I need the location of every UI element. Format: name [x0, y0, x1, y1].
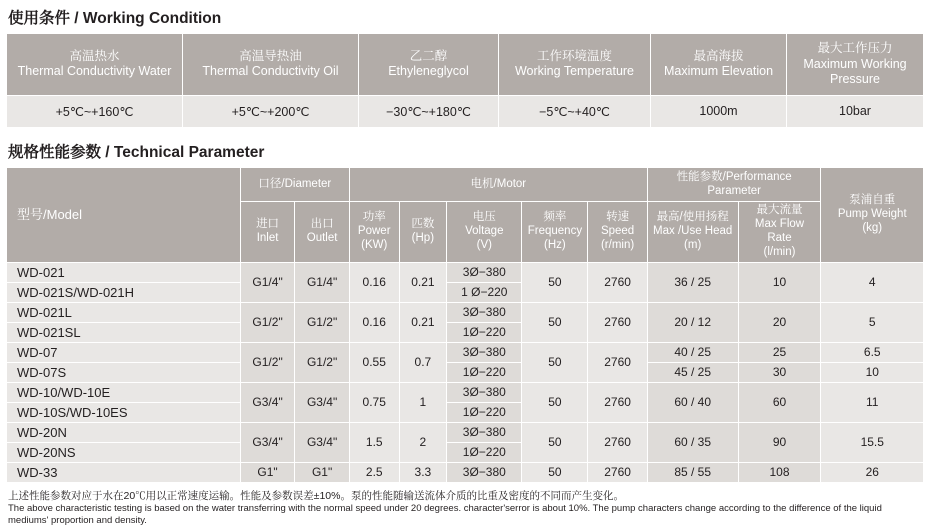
- wc-value: −30℃~+180℃: [359, 95, 499, 127]
- wc-col-header-en: Maximum Working Pressure: [803, 56, 907, 87]
- header-head-cn: 最高/使用扬程: [656, 211, 729, 224]
- cell-hp: 1: [399, 382, 447, 422]
- table-row: [7, 302, 924, 322]
- header-frequency: [522, 202, 588, 262]
- header-diameter-group: 口径/Diameter: [240, 167, 349, 202]
- header-head-en: Max /Use Head: [653, 225, 733, 238]
- cell-speed: 2760: [588, 422, 647, 462]
- working-condition-table: [6, 33, 924, 128]
- wc-col-header-cn: 最大工作压力: [817, 41, 893, 55]
- cell-inlet: G1/4": [240, 262, 295, 302]
- table-row: [7, 382, 924, 402]
- cell-hp: 0.21: [399, 262, 447, 302]
- cell-outlet: G1/2": [295, 302, 350, 342]
- cell-head: 36 / 25: [647, 262, 738, 302]
- cell-model: WD-07S: [7, 362, 241, 382]
- cell-voltage: 1Ø−220: [447, 442, 522, 462]
- cell-head: 45 / 25: [647, 362, 738, 382]
- cell-outlet: G3/4": [295, 422, 350, 462]
- table-row: [7, 462, 924, 482]
- header-model: 型号/Model: [7, 167, 241, 262]
- header-frequency-unit: (Hz): [544, 238, 566, 251]
- cell-model: WD-07: [7, 342, 241, 362]
- header-speed-unit: (r/min): [600, 238, 635, 251]
- cell-weight: 11: [821, 382, 924, 422]
- technical-parameter-table: [6, 167, 924, 483]
- wc-value: +5℃~+160℃: [7, 95, 183, 127]
- cell-power: 0.16: [349, 262, 399, 302]
- cell-weight: 5: [821, 302, 924, 342]
- header-frequency-en: Frequency: [527, 225, 583, 238]
- header-voltage: [447, 202, 522, 262]
- cell-frequency: 50: [522, 462, 588, 482]
- technical-parameter-title: 规格性能参数 / Technical Parameter: [8, 143, 265, 161]
- header-power-unit: (KW): [361, 238, 388, 251]
- cell-power: 1.5: [349, 422, 399, 462]
- cell-model: WD-20NS: [7, 442, 241, 462]
- header-voltage-cn: 电压: [472, 211, 496, 224]
- header-weight-en: Pump Weight: [837, 207, 907, 220]
- wc-col-header-en: Ethyleneglycol: [388, 64, 469, 79]
- cell-voltage: 1Ø−220: [447, 362, 522, 382]
- table-row: [7, 422, 924, 442]
- header-inlet: [240, 202, 295, 262]
- header-flow-cn: 最大流量: [756, 204, 803, 217]
- cell-hp: 3.3: [399, 462, 447, 482]
- header-power-en: Power: [357, 225, 391, 238]
- cell-voltage: 3Ø−380: [447, 262, 522, 282]
- header-flow-unit: (l/min): [763, 245, 796, 258]
- wc-value: 10bar: [787, 95, 924, 127]
- cell-outlet: G1/2": [295, 342, 350, 382]
- cell-model: WD-021SL: [7, 322, 241, 342]
- wc-col-header: [787, 34, 924, 96]
- cell-inlet: G1": [240, 462, 295, 482]
- cell-voltage: 3Ø−380: [447, 462, 522, 482]
- cell-voltage: 3Ø−380: [447, 302, 522, 322]
- header-hp-unit: (Hp): [411, 232, 435, 245]
- cell-frequency: 50: [522, 262, 588, 302]
- header-flow: [738, 202, 821, 262]
- cell-model: WD-10/WD-10E: [7, 382, 241, 402]
- table-row: [7, 262, 924, 282]
- wc-col-header-en: Thermal Conductivity Water: [17, 64, 172, 79]
- table-row: [7, 362, 924, 382]
- cell-power: 0.55: [349, 342, 399, 382]
- cell-flow: 60: [738, 382, 821, 422]
- header-hp: [399, 202, 447, 262]
- cell-head: 40 / 25: [647, 342, 738, 362]
- header-speed-en: Speed: [600, 225, 635, 238]
- cell-frequency: 50: [522, 422, 588, 462]
- cell-head: 60 / 35: [647, 422, 738, 462]
- header-voltage-unit: (V): [476, 238, 492, 251]
- cell-power: 0.16: [349, 302, 399, 342]
- header-head: [647, 202, 738, 262]
- cell-weight: 4: [821, 262, 924, 302]
- header-inlet-cn: 进口: [256, 218, 280, 231]
- wc-col-header: [359, 34, 499, 96]
- wc-col-header-en: Working Temperature: [514, 64, 635, 79]
- wc-col-header: [7, 34, 183, 96]
- cell-model: WD-021S/WD-021H: [7, 282, 241, 302]
- header-inlet-en: Inlet: [256, 232, 279, 245]
- cell-flow: 10: [738, 262, 821, 302]
- cell-speed: 2760: [588, 302, 647, 342]
- wc-col-header-cn: 工作环境温度: [536, 48, 612, 63]
- cell-voltage: 1Ø−220: [447, 322, 522, 342]
- wc-col-header-en: Thermal Conductivity Oil: [202, 64, 339, 79]
- cell-outlet: G1": [295, 462, 350, 482]
- cell-speed: 2760: [588, 342, 647, 382]
- cell-model: WD-021: [7, 262, 241, 282]
- cell-flow: 30: [738, 362, 821, 382]
- cell-voltage: 3Ø−380: [447, 422, 522, 442]
- cell-head: 85 / 55: [647, 462, 738, 482]
- wc-col-header-cn: 高温导热油: [239, 48, 302, 63]
- cell-hp: 0.7: [399, 342, 447, 382]
- cell-frequency: 50: [522, 342, 588, 382]
- header-power: [349, 202, 399, 262]
- wc-col-header-cn: 高温热水: [69, 48, 120, 63]
- table-row: [7, 342, 924, 362]
- wc-col-header: [651, 34, 787, 96]
- wc-value: −5℃~+40℃: [499, 95, 651, 127]
- cell-inlet: G3/4": [240, 382, 295, 422]
- cell-voltage: 3Ø−380: [447, 382, 522, 402]
- cell-inlet: G1/2": [240, 342, 295, 382]
- wc-value: +5℃~+200℃: [183, 95, 359, 127]
- header-outlet-en: Outlet: [306, 232, 338, 245]
- wc-col-header: [499, 34, 651, 96]
- table-header-group-row: [7, 167, 924, 202]
- footnote-en: The above characteristic testing is based on the water transferring with the normal speed under 20 degrees. character'serror is about 10%. The pump characters change according to the difference of the liquid mediums' proportion and density.: [8, 502, 882, 527]
- header-speed: [588, 202, 647, 262]
- cell-speed: 2760: [588, 462, 647, 482]
- cell-inlet: G3/4": [240, 422, 295, 462]
- cell-model: WD-10S/WD-10ES: [7, 402, 241, 422]
- header-head-unit: (m): [684, 238, 702, 251]
- table-row: [7, 95, 924, 127]
- cell-frequency: 50: [522, 302, 588, 342]
- cell-hp: 2: [399, 422, 447, 462]
- header-outlet-cn: 出口: [310, 218, 334, 231]
- cell-model: WD-20N: [7, 422, 241, 442]
- cell-outlet: G3/4": [295, 382, 350, 422]
- header-hp-cn: 匹数: [411, 218, 435, 231]
- cell-weight: 10: [821, 362, 924, 382]
- header-weight: [821, 167, 924, 262]
- cell-model: WD-021L: [7, 302, 241, 322]
- wc-col-header-en: Maximum Elevation: [663, 64, 774, 79]
- cell-voltage: 1Ø−220: [447, 402, 522, 422]
- wc-col-header-cn: 乙二醇: [409, 48, 448, 63]
- cell-model: WD-33: [7, 462, 241, 482]
- header-motor-group: 电机/Motor: [349, 167, 647, 202]
- wc-col-header-cn: 最高海拔: [693, 48, 744, 63]
- cell-weight: 6.5: [821, 342, 924, 362]
- cell-hp: 0.21: [399, 302, 447, 342]
- header-weight-cn: 泵浦自重: [849, 194, 896, 207]
- table-header-row: [7, 34, 924, 96]
- cell-head: 20 / 12: [647, 302, 738, 342]
- footnote: [6, 489, 924, 528]
- cell-voltage: 3Ø−380: [447, 342, 522, 362]
- working-condition-title: 使用条件 / Working Condition: [8, 10, 222, 27]
- cell-flow: 108: [738, 462, 821, 482]
- header-flow-en: Max Flow Rate: [754, 218, 805, 245]
- header-weight-unit: (kg): [862, 221, 883, 234]
- header-performance-group: 性能参数/Performance Parameter: [647, 167, 821, 202]
- cell-speed: 2760: [588, 262, 647, 302]
- header-frequency-cn: 频率: [543, 211, 567, 224]
- cell-flow: 20: [738, 302, 821, 342]
- header-speed-cn: 转速: [606, 211, 630, 224]
- header-voltage-en: Voltage: [465, 225, 504, 238]
- cell-inlet: G1/2": [240, 302, 295, 342]
- cell-outlet: G1/4": [295, 262, 350, 302]
- cell-speed: 2760: [588, 382, 647, 422]
- cell-flow: 25: [738, 342, 821, 362]
- cell-voltage: 1 Ø−220: [447, 282, 522, 302]
- footnote-cn: 上述性能参数对应于水在20℃用以正常速度运输。性能及参数误差±10%。泵的性能随输送流体介质的比重及密度的不同而产生变化。: [8, 489, 624, 502]
- cell-power: 2.5: [349, 462, 399, 482]
- cell-weight: 26: [821, 462, 924, 482]
- wc-col-header: [183, 34, 359, 96]
- header-outlet: [295, 202, 350, 262]
- wc-value: 1000m: [651, 95, 787, 127]
- cell-power: 0.75: [349, 382, 399, 422]
- cell-head: 60 / 40: [647, 382, 738, 422]
- cell-frequency: 50: [522, 382, 588, 422]
- cell-weight: 15.5: [821, 422, 924, 462]
- header-power-cn: 功率: [362, 211, 386, 224]
- cell-flow: 90: [738, 422, 821, 462]
